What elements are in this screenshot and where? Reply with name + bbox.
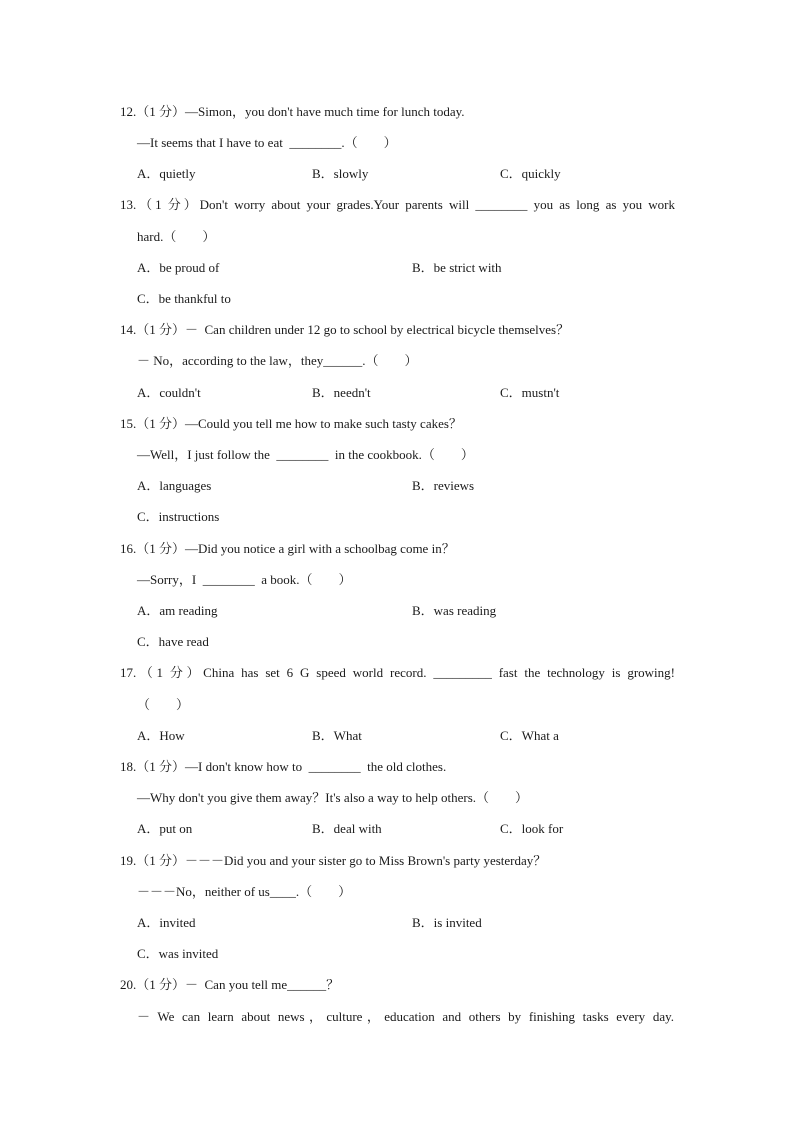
question-17-option-a: A．How — [137, 728, 185, 743]
question-14-option-b: B．needn't — [312, 385, 371, 400]
question-14-stem: 14.（1 分）－ Can children under 12 go to school by electrical bicycle themselves？ — [120, 322, 570, 337]
question-18-option-a: A．put on — [137, 821, 193, 836]
question-13-option-b: B．be strict with — [412, 260, 502, 275]
question-20-answer-line: － We can learn about news，culture，education and others by finishing tasks every day. — [137, 1009, 674, 1024]
question-18-option-c: C．look for — [500, 821, 564, 836]
question-13-option-c: C．be thankful to — [137, 291, 231, 306]
question-19-option-c: C．was invited — [137, 946, 219, 961]
question-16-answer-line: —Sorry，I ________ a book.（ ） — [137, 572, 352, 587]
question-20-stem: 20.（1 分）－ Can you tell me______？ — [120, 977, 340, 992]
question-19-option-b: B．is invited — [412, 915, 482, 930]
question-12-stem: 12.（1 分）—Simon，you don't have much time for lunch today. — [120, 104, 465, 119]
question-18-stem: 18.（1 分）—I don't know how to ________ the old clothes. — [120, 759, 447, 774]
question-12-option-b: B．slowly — [312, 166, 369, 181]
question-13-option-a: A．be proud of — [137, 260, 220, 275]
question-15-option-b: B．reviews — [412, 478, 475, 493]
question-12-option-c: C．quickly — [500, 166, 561, 181]
question-13-stem-continued: hard.（ ） — [137, 229, 216, 244]
question-18-option-b: B．deal with — [312, 821, 382, 836]
question-14-option-a: A．couldn't — [137, 385, 201, 400]
question-13-stem: 13.（1 分）Don't worry about your grades.Your parents will ________ you as long as you work — [120, 197, 675, 212]
question-17-stem: 17.（1 分）China has set 6 G speed world record. _________ fast the technology is growing! — [120, 665, 675, 680]
question-15-option-a: A．languages — [137, 478, 212, 493]
question-18-answer-line: —Why don't you give them away？It's also a way to help others.（ ） — [137, 790, 529, 805]
question-16-stem: 16.（1 分）—Did you notice a girl with a schoolbag come in？ — [120, 541, 455, 556]
question-16-option-a: A．am reading — [137, 603, 218, 618]
question-15-stem: 15.（1 分）—Could you tell me how to make such tasty cakes？ — [120, 416, 462, 431]
question-14-option-c: C．mustn't — [500, 385, 560, 400]
question-19-stem: 19.（1 分）－－－Did you and your sister go to Miss Brown's party yesterday？ — [120, 853, 547, 868]
question-19-answer-line: －－－No，neither of us____.（ ） — [137, 884, 352, 899]
question-16-option-c: C．have read — [137, 634, 209, 649]
question-16-option-b: B．was reading — [412, 603, 497, 618]
question-14-answer-line: － No，according to the law，they______.（ ） — [137, 353, 418, 368]
question-17-option-b: B．What — [312, 728, 362, 743]
question-17-stem-continued: （ ） — [137, 697, 190, 712]
question-17-option-c: C．What a — [500, 728, 559, 743]
question-15-answer-line: —Well，I just follow the ________ in the cookbook.（ ） — [137, 447, 474, 462]
question-19-option-a: A．invited — [137, 915, 196, 930]
question-12-option-a: A．quietly — [137, 166, 196, 181]
question-15-option-c: C．instructions — [137, 509, 220, 524]
question-12-answer-line: —It seems that I have to eat ________.（ ） — [137, 135, 397, 150]
